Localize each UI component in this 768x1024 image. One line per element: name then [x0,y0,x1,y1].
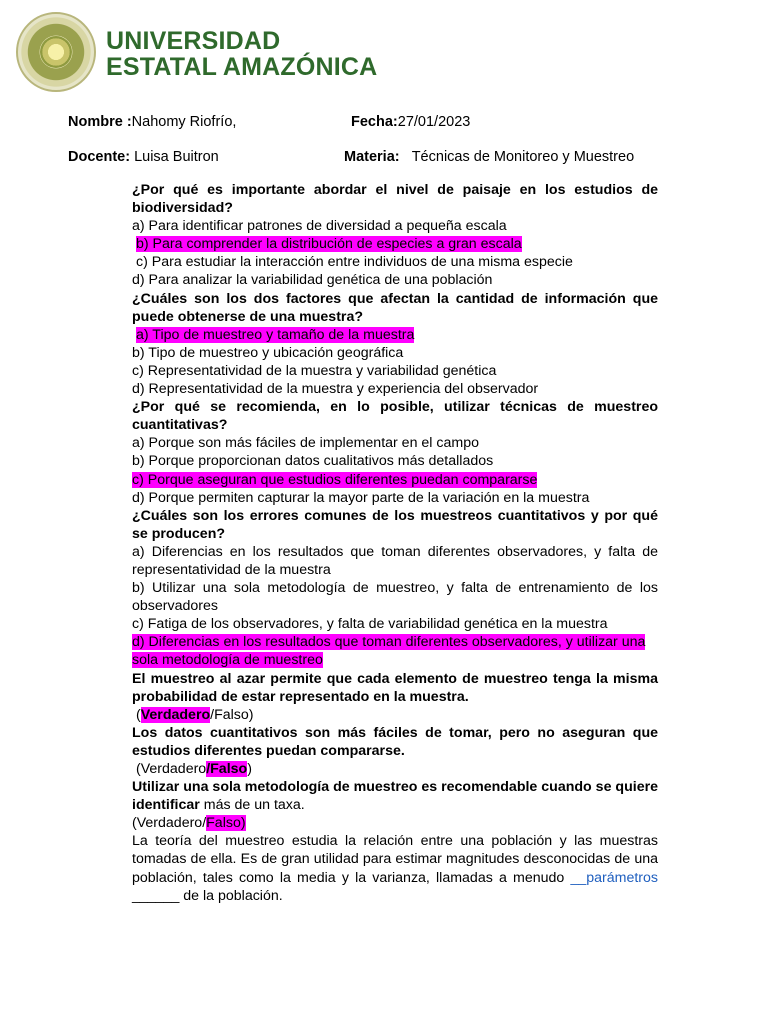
question-2: ¿Cuáles son los dos factores que afectan la cantidad de información que puede obtenerse de una muestra? [132,290,658,325]
date-field [351,113,470,131]
true-false-2-statement: Los datos cuantitativos son más fáciles de tomar, pero no aseguran que estudios diferentes puedan compararse. [132,724,658,759]
true-false-3-answer [132,814,658,832]
q2-option-b: b) Tipo de muestreo y ubicación geográfica [132,344,404,361]
q1-option-c: c) Para estudiar la interacción entre individuos de una misma especie [136,254,573,271]
q1-option-a: a) Para identificar patrones de diversidad a pequeña escala [132,218,507,235]
q4-option-b: b) Utilizar una sola metodología de muestreo, y falta de entrenamiento de los observadores [132,580,658,615]
q4-option-d-selected: d) Diferencias en los resultados que toman diferentes observadores, y utilizar una sola metodología de muestreo [132,634,646,669]
fill-in-blank-paragraph [132,832,658,904]
q3-option-a: a) Porque son más fáciles de implementar en el campo [132,435,479,452]
q4-option-c: c) Fatiga de los observadores, y falta de variabilidad genética en la muestra [132,616,608,633]
true-false-2-answer [132,760,658,778]
q2-option-d: d) Representatividad de la muestra y experiencia del observador [132,381,539,398]
materia-value: Técnicas de Monitoreo y Muestreo [411,149,635,165]
tf2-verdadero: (Verdadero [136,761,207,777]
teacher-field [68,148,219,166]
tf3-verdadero: (Verdadero/ [132,815,207,832]
fecha-label: Fecha: [351,114,398,130]
university-header [16,12,756,96]
tf1-verdadero-selected: Verdadero [140,706,211,723]
question-4: ¿Cuáles son los errores comunes de los muestreos cuantitativos y por qué se producen? [132,507,658,542]
q1-option-b-selected: b) Para comprender la distribución de especies a gran escala [136,236,522,253]
university-seal-logo [16,12,96,92]
q3-option-d: d) Porque permiten capturar la mayor parte de la variación en la muestra [132,489,590,506]
q4-option-a: a) Diferencias en los resultados que toman diferentes observadores, y falta de representatividad de la muestra [132,543,658,578]
question-3: ¿Por qué se recomienda, en lo posible, utilizar técnicas de muestreo cuantitativas? [132,399,658,434]
tf3-falso-selected: Falso) [206,815,246,832]
fecha-value: 27/01/2023 [397,114,471,130]
true-false-3-statement [132,778,658,814]
q1-option-d: d) Para analizar la variabilidad genética de una población [132,272,493,289]
docente-value: Luisa Buitron [130,149,219,165]
seal-sun-emblem [40,36,72,68]
student-name-field [68,113,236,131]
tf3-statement-bold: Utilizar una sola metodología de muestreo es recomendable cuando se quiere identificar [132,779,658,814]
q3-option-c-selected: c) Porque aseguran que estudios diferentes puedan compararse [132,471,538,488]
fill-text-2: ______ de la población. [132,887,283,904]
tf2-falso-selected: /Falso [206,761,248,777]
university-name-line2: ESTATAL AMAZÓNICA [106,53,378,81]
true-false-1-answer [132,706,658,724]
nombre-value: Nahomy Riofrío, [131,114,237,130]
fill-answer: __parámetros [570,869,658,886]
docente-label: Docente: [68,149,131,165]
tf2-close-paren: ) [247,761,252,777]
q2-option-c: c) Representatividad de la muestra y variabilidad genética [132,362,497,379]
question-1: ¿Por qué es importante abordar el nivel de paisaje en los estudios de biodiversidad? [132,182,658,217]
university-name-line1: UNIVERSIDAD [106,27,281,55]
q3-option-b: b) Porque proporcionan datos cualitativos más detallados [132,453,494,470]
tf1-falso: /Falso) [210,706,254,723]
fill-text-1: La teoría del muestreo estudia la relación entre una población y las muestras tomadas de ella. Es de gran utilidad para estimar magnitudes desconocidas de una población, tales como la media y la varianza, llamadas a menudo [132,833,658,886]
q2-option-a-selected: a) Tipo de muestreo y tamaño de la muestra [136,326,415,343]
nombre-label: Nombre : [68,114,132,130]
subject-field [344,148,634,166]
university-name [106,28,377,80]
tf1-open-paren: ( [136,706,141,723]
questionnaire-body [132,181,658,905]
materia-label: Materia: [344,149,400,165]
true-false-1-statement: El muestreo al azar permite que cada elemento de muestreo tenga la misma probabilidad de estar representado en la muestra. [132,670,658,705]
tf3-statement-rest: más de un taxa. [199,797,305,814]
